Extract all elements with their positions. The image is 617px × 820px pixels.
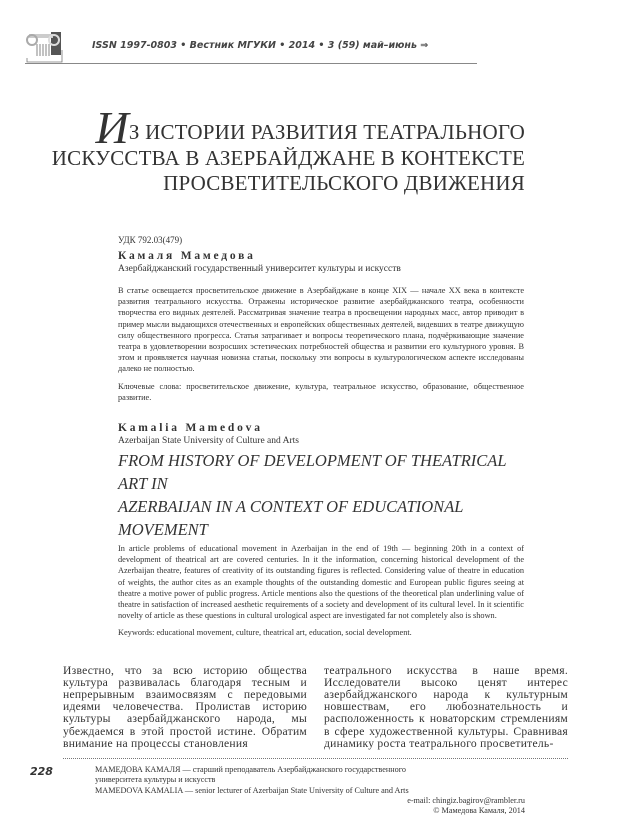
journal-logo-column-icon <box>24 30 64 66</box>
author-name-en: Kamalia Mamedova <box>118 422 263 435</box>
abstract-en: In article problems of educational movement in Azerbaijan in the end of 19th — beginning 20th in a context of development of theatrical art are covered centuries. In it the information, concerning historical development of the Azerbaijan theatre, features of creativity of its outstanding figures is reflected. Considering value of theatre in education of weights, the author cites as an example thoughts of the outstanding domestic and European public figures seeing at theatre a motive power of public progress. Article mentions also the questions of the theoretical plan underlining value of theatre in satisfaction of increased aesthetic requirements of a society and development of its cultural level. In it scientific novelty of article as these questions in cultural urological aspect are investigated far not completely also is shown. <box>118 544 524 621</box>
title-line-1: З ИСТОРИИ РАЗВИТИЯ ТЕАТРАЛЬНОГО <box>128 120 525 144</box>
body-column-1: Известно, что за всю историю общества культура развивалась благодаря тесным и непрерывным взаимосвязям с передовыми идеями человечества. Пролистав историю культуры азербайджанского народа, мы убеждаемся в этой простой истине. Обратим внимание на процессы становления <box>63 663 307 750</box>
udk-code: УДК 792.03(479) <box>118 235 183 245</box>
article-title-en <box>118 449 538 541</box>
article-flow <box>30 234 568 817</box>
affiliation-en: Azerbaijan State University of Culture and Arts <box>118 436 299 447</box>
abstract-ru: В статье освещается просветительское движение в Азербайджане в конце XIX — начале XX века в контексте развития театрального искусства. Отражены историческое развитие азербайджанского театра, особенности творчества его видных деятелей. Рассматривая значение театра в просвещении народных масс, автор приводит в пример мысли выдающихся отечественных и европейских общественных деятелей, видевших в театре движущую силу общественного прогресса. Статья затрагивает и вопросы теоретического плана, подчёркивающие значение театра в удовлетворении возросших эстетических потребностей общества и развитии его культурного уровня. В этом и проявляется научная новизна статьи, поскольку эти вопросы в культурологическом аспекте исследованы далеко не полностью. <box>118 286 524 374</box>
footer-row <box>30 765 568 816</box>
page-number: 228 <box>30 765 53 779</box>
keywords-ru: Ключевые слова: просветительское движение, культура, театральное искусство, образование, общественное развитие. <box>118 381 524 402</box>
title-line-3: ПРОСВЕТИТЕЛЬСКОГО ДВИЖЕНИЯ <box>163 171 525 195</box>
title-line-2: ИСКУССТВА В АЗЕРБАЙДЖАНЕ В КОНТЕКСТЕ <box>51 145 525 170</box>
title-initial: И <box>95 102 129 153</box>
footnote-ru: МАМЕДОВА КАМАЛЯ — старший преподаватель Азербайджанского государственного университета культуры и искусств <box>95 765 406 785</box>
author-footnote <box>95 765 525 816</box>
title-en-line-1: FROM HISTORY OF DEVELOPMENT OF THEATRICAL ART IN <box>118 451 507 494</box>
footnote-email: e-mail: chingiz.bagirov@rambler.ru <box>407 795 525 805</box>
footnote-copyright: © Мамедова Камаля, 2014 <box>433 806 525 816</box>
body-columns <box>63 665 568 750</box>
footnote-en: MAMEDOVA KAMALIA — senior lecturer of Azerbaijan State University of Culture and Arts <box>95 785 409 795</box>
article-title-ru <box>51 102 525 197</box>
keywords-en: Keywords: educational movement, culture, theatrical art, education, social development. <box>118 628 412 638</box>
journal-header: ISSN 1997-0803 • Вестник МГУКИ • 2014 • 3 (59) май–июнь ⇒ <box>92 40 429 51</box>
affiliation-ru: Азербайджанский государственный университет культуры и искусств <box>118 264 401 274</box>
title-en-line-2: AZERBAIJAN IN A CONTEXT OF EDUCATIONAL MOVEMENT <box>118 497 464 540</box>
author-name-ru: Камаля Мамедова <box>118 250 256 262</box>
footnote-separator <box>63 758 568 759</box>
header-rule <box>25 63 477 64</box>
body-column-2: театрального искусства в наше время. Исследователи высоко ценят интерес азербайджанского народа к культурным новшествам, его любознательность и расположенность к новаторским стремлениям в сфере художественной культуры. Сравнивая динамику роста театрального просветитель- <box>324 663 568 750</box>
